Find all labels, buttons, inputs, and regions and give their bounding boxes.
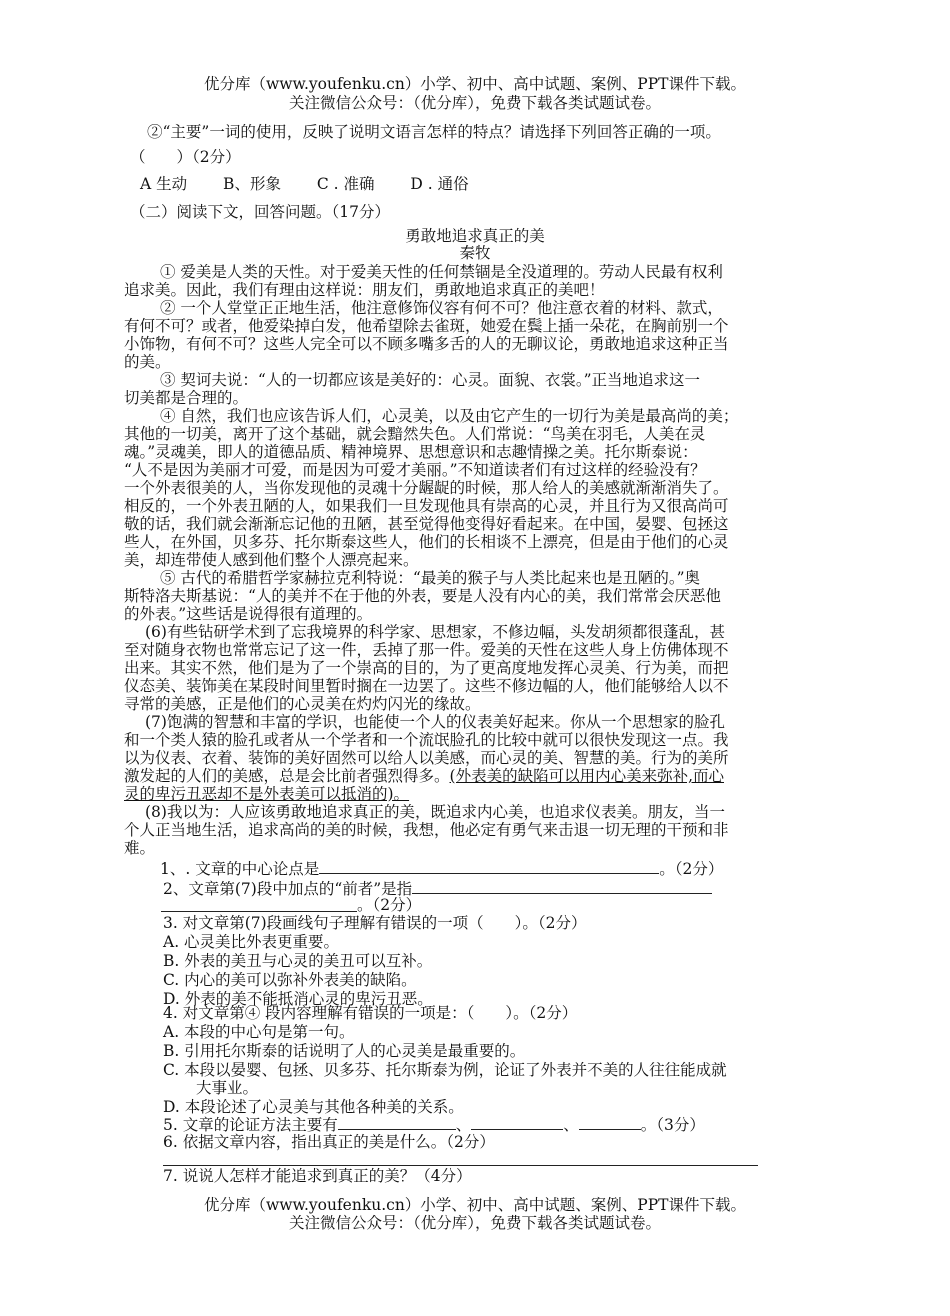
p3-line-2: 切美都是合理的。: [124, 389, 249, 407]
q2-answer-blank-2[interactable]: [161, 911, 357, 912]
p4-line-9: 美，却连带使人感到他们整个人漂亮起来。: [124, 551, 419, 569]
p8-line-2: 个人正当地生活，追求高尚的美的时候，我想，他必定有勇气来击退一切无理的干预和非: [124, 821, 729, 839]
q5-answer-blank-3[interactable]: [579, 1114, 641, 1130]
q4-option-c-cont: 大事业。: [196, 1079, 259, 1097]
q6-text: 6. 依据文章内容，指出真正的美是什么。（2分）: [163, 1133, 495, 1151]
p8-line-1: (8)我以为：人应该勇敢地追求真正的美，既追求内心美，也追求仪表美。朋友，当一: [145, 803, 725, 821]
q3-option-d[interactable]: D. 外表的美不能抵消心灵的卑污丑恶。: [163, 990, 433, 1008]
p7-line-4: [124, 766, 724, 786]
q3-option-b[interactable]: B. 外表的美丑与心灵的美丑可以互补。: [163, 952, 433, 970]
q2-answer-blank[interactable]: [412, 878, 712, 894]
prev-question-options: A 生动 B、形象 C . 准确 D . 通俗: [140, 175, 469, 193]
q5-text: 5. 文章的论证方法主要有: [163, 1116, 338, 1134]
p7-line-4-plain: 激发起的人们的美感，总是会比前者强烈得多。: [124, 767, 450, 785]
q1-score: 。（2分）: [659, 860, 724, 878]
p5-line-1: ⑤ 古代的希腊哲学家赫拉克利特说：“最美的猴子与人类比起来也是丑陋的。”奥: [160, 569, 701, 587]
p7-line-3: 以为仪表、衣着、装饰的美好固然可以给人以美感，而心灵的美、智慧的美。行为的美所: [124, 749, 729, 767]
p4-line-7: 敬的话，我们就会渐渐忘记他的丑陋，甚至觉得他变得好看起来。在中国，晏婴、包拯这: [124, 515, 729, 533]
q4-option-b[interactable]: B. 引用托尔斯泰的话说明了人的心灵美是最重要的。: [163, 1042, 526, 1060]
p6-line-5: 寻常的美感，正是他们的心灵美在灼灼闪光的缘故。: [124, 695, 481, 713]
q2-score: 。（2分）: [357, 896, 422, 914]
p7-line-1: (7)饱满的智慧和丰富的学识，也能使一个人的仪表美好起来。你从一个思想家的脸孔: [145, 713, 725, 731]
p6-line-3: 出来。其实不然，他们是为了一个崇高的目的，为了更高度地发挥心灵美、行为美，而把: [124, 659, 729, 677]
p2-line-2: 有何不可？或者，他爱染掉白发，他希望除去雀斑，她爱在鬓上插一朵花，在胸前别一个: [124, 317, 729, 335]
footer-line-1: 优分库（www.youfenku.cn）小学、初中、高中试题、案例、PPT课件下载。: [203, 1196, 747, 1214]
p8-line-3: 难。: [124, 839, 156, 857]
p4-line-8: 些人，在外国，贝多芬、托尔斯泰这些人，他们的长相谈不上漂亮，但是由于他们的心灵: [124, 533, 729, 551]
p1-line-2: 追求美。因此，我们有理由这样说：朋友们，勇敢地追求真正的美吧！: [124, 281, 605, 299]
q4-option-a[interactable]: A. 本段的中心句是第一句。: [163, 1023, 355, 1041]
header-line-2: 关注微信公众号：（优分库），免费下载各类试题试卷。: [288, 94, 661, 112]
q2-text: 2、文章第(7)段中加点的“前者”是指: [163, 880, 413, 898]
q4-text: 4. 对文章第④ 段内容理解有错误的一项是：（ ）。（2分）: [163, 1004, 578, 1022]
q5-score: 。（3分）: [640, 1116, 705, 1134]
q5-answer-blank-1[interactable]: [338, 1114, 456, 1130]
article-title: 勇敢地追求真正的美: [405, 227, 545, 245]
p4-line-4: “人不是因为美丽才可爱，而是因为可爱才美丽。”不知道读者们有过这样的经验没有？: [124, 461, 706, 479]
q4-option-d[interactable]: D. 本段论述了心灵美与其他各种美的关系。: [163, 1098, 464, 1116]
p7-underlined-sentence: (外表美的缺陷可以用内心美来弥补,而心: [449, 767, 724, 785]
p5-line-3: 的外表。”这些话是说得很有道理的。: [124, 605, 373, 623]
p6-line-4: 仪态美、装饰美在某段时间里暂时搁在一边罢了。这些不修边幅的人，他们能够给人以不: [124, 677, 729, 695]
q5-answer-blank-2[interactable]: [471, 1114, 563, 1130]
q3-option-a[interactable]: A. 心灵美比外表更重要。: [163, 933, 340, 951]
p4-line-2: 其他的一切美，离开了这个基础，就会黯然失色。人们常说：“鸟美在羽毛，人美在灵: [124, 425, 706, 443]
p4-line-6: 相反的，一个外表丑陋的人，如果我们一旦发现他具有崇高的心灵，并且行为又很高尚可: [124, 497, 729, 515]
q1-answer-blank[interactable]: [319, 858, 659, 874]
p4-line-3: 魂。”灵魂美，即人的道德品质、精神境界、思想意识和志趣情操之美。托尔斯泰说：: [124, 443, 698, 461]
prev-question-paren: （ ）（2分）: [130, 148, 241, 166]
p7-underlined-sentence-cont: 灵的卑污丑恶却不是外表美可以抵消的)。: [124, 785, 410, 803]
p5-line-2: 斯特洛夫斯基说：“人的美并不在于他的外表，要是人没有内心的美，我们常常会厌恶他: [124, 587, 721, 605]
article-author: 秦牧: [459, 244, 491, 262]
p6-line-2: 至对随身衣物也常常忘记了这一件，丢掉了那一件。爱美的天性在这些人身上仿佛体现不: [124, 641, 729, 659]
prev-question-text: ②“主要”一词的使用，反映了说明文语言怎样的特点？请选择下列回答正确的一项。: [147, 123, 721, 141]
header-line-1: 优分库（www.youfenku.cn）小学、初中、高中试题、案例、PPT课件下载。: [203, 75, 747, 93]
question-1: [160, 858, 723, 879]
p6-line-1: (6)有些钻研学术到了忘我境界的科学家、思想家，不修边幅，头发胡须都很蓬乱，甚: [145, 623, 725, 641]
footer-line-2: 关注微信公众号：（优分库），免费下载各类试题试卷。: [288, 1214, 661, 1232]
q7-text: 7. 说说人怎样才能追求到真正的美？（4分）: [163, 1167, 472, 1185]
p2-line-3: 小饰物，有何不可？这些人完全可以不顾多嘴多舌的人的无聊议论，勇敢地追求这种正当: [124, 335, 729, 353]
q3-text: 3. 对文章第(7)段画线句子理解有错误的一项（ ）。（2分）: [163, 914, 587, 932]
q1-text: 1、. 文章的中心论点是: [160, 860, 320, 878]
p4-line-1: ④ 自然，我们也应该告诉人们，心灵美，以及由它产生的一切行为美是最高尚的美；: [160, 407, 739, 425]
p2-line-4: 的美。: [124, 353, 171, 371]
p4-line-5: 一个外表很美的人，当你发现他的灵魂十分龌龊的时候，那人给人的美感就渐渐消失了。: [124, 479, 729, 497]
question-2: [163, 878, 712, 899]
q5-separator-1: 、: [455, 1116, 472, 1134]
q3-option-c[interactable]: C. 内心的美可以弥补外表美的缺陷。: [163, 971, 417, 989]
section-heading: （二）阅读下文，回答问题。（17分）: [130, 203, 390, 221]
p1-line-1: ① 爱美是人类的天性。对于爱美天性的任何禁锢是全没道理的。劳动人民最有权利: [160, 263, 723, 281]
q4-option-c[interactable]: C. 本段以晏婴、包拯、贝多芬、托尔斯泰为例，论证了外表并不美的人往往能成就: [163, 1061, 727, 1079]
p3-line-1: ③ 契诃夫说：“人的一切都应该是美好的：心灵。面貌、衣裳。”正当地追求这一: [160, 371, 701, 389]
p2-line-1: ② 一个人堂堂正正地生活，他注意修饰仪容有何不可？他注意衣着的材料、款式，: [160, 299, 723, 317]
p7-line-2: 和一个类人猿的脸孔或者从一个学者和一个流氓脸孔的比较中就可以很快发现这一点。我: [124, 731, 729, 749]
q5-separator-2: 、: [563, 1116, 579, 1134]
